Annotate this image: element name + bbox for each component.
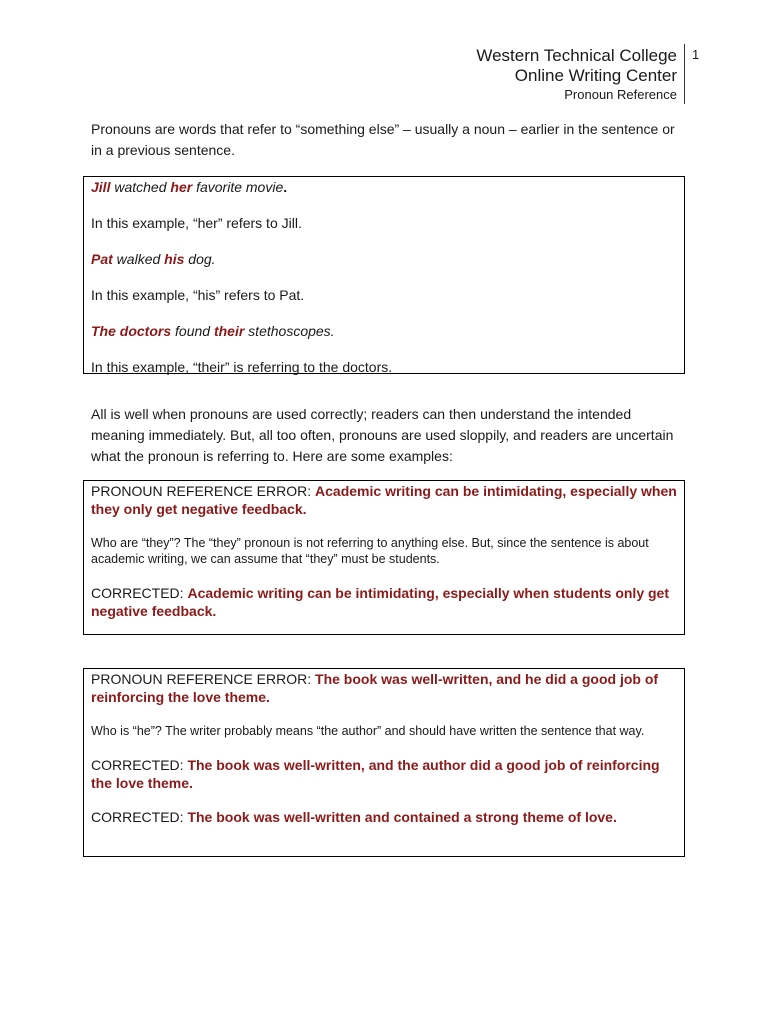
example-3: The doctors found their stethoscopes. [91,323,335,339]
header-divider [684,44,685,104]
intro-paragraph: Pronouns are words that refer to “something else” – usually a noun – earlier in the sentence or in a previous sentence. [91,121,675,158]
explanation-3: In this example, “their” is referring to the doctors. [91,359,393,375]
example-2: Pat walked his dog. [91,251,216,267]
college-name: Western Technical College [476,46,677,65]
error-box-2 [83,668,685,857]
middle-paragraph: All is well when pronouns are used correctly; readers can then understand the intended meaning immediately. But, all too often, pronouns are used sloppily, and readers are uncertain what the pronoun is referring to. Here are some examples: [91,406,674,464]
explanation-2: In this example, “his” refers to Pat. [91,287,305,303]
topic-name: Pronoun Reference [564,86,677,102]
example-1: Jill watched her favorite movie. [91,179,288,195]
examples-box [83,176,685,374]
error-2-corrected-2: CORRECTED: The book was well-written and contained a strong theme of love. [91,809,617,825]
error-2-explanation: Who is “he”? The writer probably means “the author” and should have written the sentence that way. [91,724,645,738]
error-1-line: PRONOUN REFERENCE ERROR: Academic writing can be intimidating, especially when they only get negative feedback. [91,483,677,517]
explanation-1: In this example, “her” refers to Jill. [91,215,302,231]
page-number: 1 [692,47,700,62]
error-1-explanation: Who are “they”? The “they” pronoun is not referring to anything else. But, since the sentence is about academic writing, we can assume that “they” must be students. [91,536,649,566]
error-box-1 [83,480,685,635]
page-header [476,46,677,102]
error-2-line: PRONOUN REFERENCE ERROR: The book was well-written, and he did a good job of reinforcing the love theme. [91,671,659,705]
error-1-corrected: CORRECTED: Academic writing can be intimidating, especially when students only get negative feedback. [91,585,669,619]
center-name: Online Writing Center [514,66,677,86]
error-2-corrected-1: CORRECTED: The book was well-written, and the author did a good job of reinforcing the love theme. [91,757,660,791]
